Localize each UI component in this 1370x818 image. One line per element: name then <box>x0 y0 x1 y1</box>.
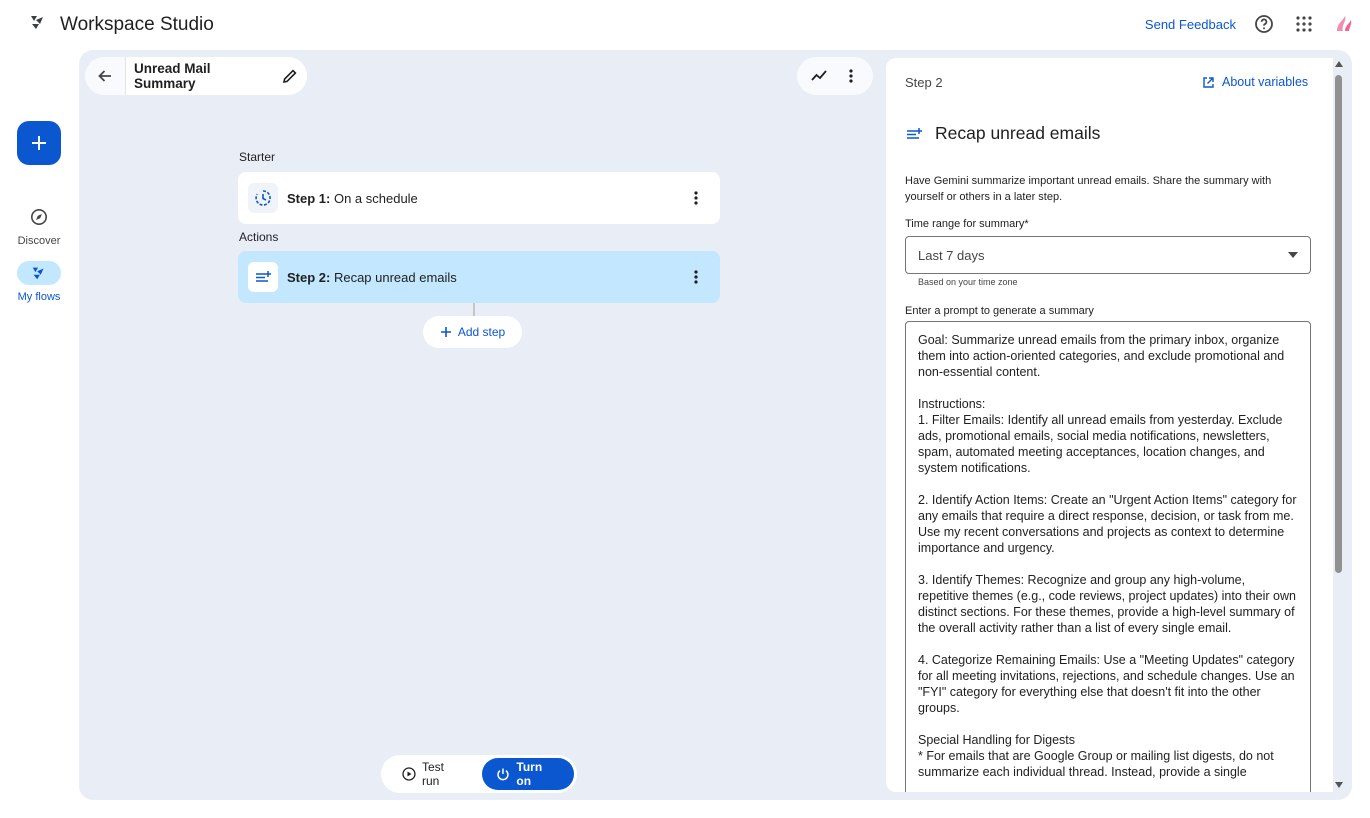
apps-grid-icon[interactable] <box>1292 12 1316 36</box>
step-2-title: Step 2: Recap unread emails <box>287 269 457 285</box>
studio-icon <box>17 261 61 285</box>
app-title: Workspace Studio <box>60 13 214 35</box>
rail-item-discover[interactable] <box>0 205 78 247</box>
add-step-label: Add step <box>457 325 506 339</box>
nav-rail <box>0 50 78 818</box>
panel-description: Have Gemini summarize important unread emails. Share the summary with yourself or others in a later step. <box>905 175 1272 203</box>
rail-item-my-flows[interactable] <box>0 261 78 303</box>
time-range-select[interactable] <box>905 236 1311 274</box>
schedule-icon <box>248 183 278 213</box>
rail-label-discover: Discover <box>17 235 61 247</box>
top-bar <box>0 0 1370 50</box>
more-vert-icon[interactable] <box>684 186 708 210</box>
scroll-down-arrow[interactable] <box>1335 782 1343 788</box>
activity-chart-icon[interactable] <box>807 64 831 88</box>
time-range-value: Last 7 days <box>918 247 985 263</box>
step-card-recap[interactable] <box>238 251 720 303</box>
studio-logo-icon <box>28 12 48 37</box>
panel-scrollbar[interactable] <box>1333 58 1345 792</box>
time-range-label: Time range for summary* <box>905 218 1029 230</box>
plus-icon <box>440 326 452 338</box>
summarize-icon <box>905 125 923 143</box>
run-controls <box>381 755 577 793</box>
step-1-title: Step 1: On a schedule <box>287 190 418 206</box>
open-in-new-icon <box>1202 76 1215 89</box>
test-run-button[interactable]: Test run <box>384 758 482 790</box>
back-arrow-icon[interactable] <box>85 57 125 95</box>
time-zone-hint: Based on your time zone <box>918 277 1018 287</box>
step-connector <box>473 303 475 317</box>
canvas-actions <box>797 57 873 95</box>
pencil-icon[interactable] <box>280 66 299 86</box>
step-card-schedule[interactable] <box>238 172 720 224</box>
more-vert-icon[interactable] <box>684 265 708 289</box>
create-flow-button[interactable] <box>17 121 61 165</box>
flow-name-bar <box>85 57 307 95</box>
step-config-panel <box>886 58 1333 792</box>
header-actions <box>1145 12 1356 36</box>
add-step-button[interactable] <box>423 316 522 348</box>
prompt-label: Enter a prompt to generate a summary <box>905 305 1094 317</box>
prompt-textarea[interactable]: Goal: Summarize unread emails from the primary inbox, organize them into action-oriented categories, and exclude promotional and non-essential content. Instructions: 1. Filter Emails: Identify all unread emails from yesterday. Exclude ads, promotional emails, social media notifications, newsletters, spam, automated meeting acceptances, location changes, and system notifications. 2. Identify Action Items: Create an "Urgent Action Items" category for any emails that require a direct response, decision, or task from me. Use my recent conversations and projects as context to determine importance and urgency. 3. Identify Themes: Recognize and group any high-volume, repetitive themes (e.g., code reviews, project updates) into their own distinct sections. For these themes, provide a high-level summary of the overall activity rather than a list of every single email. 4. Categorize Remaining Emails: Use a "Meeting Updates" category for all meeting invitations, rejections, and schedule changes. Use an "FYI" category for everything else that doesn't fit into the other groups. Special Handling for Digests * For emails that are Google Group or mailing list digests, do not summarize each individual thread. Instead, provide a single <box>905 321 1311 792</box>
account-avatar[interactable] <box>1332 12 1356 36</box>
starter-label: Starter <box>239 150 276 164</box>
help-icon[interactable] <box>1252 12 1276 36</box>
panel-step-number: Step 2 <box>905 75 943 90</box>
scroll-thumb[interactable] <box>1335 75 1342 573</box>
dropdown-arrow-icon <box>1288 252 1298 258</box>
about-variables-link[interactable]: About variables <box>1202 75 1308 89</box>
flow-name-field[interactable] <box>125 57 307 95</box>
brand[interactable] <box>28 12 214 37</box>
rail-label-my-flows: My flows <box>17 291 61 303</box>
power-icon <box>496 767 510 781</box>
summarize-icon <box>248 262 278 292</box>
turn-on-button[interactable]: Turn on <box>482 758 574 790</box>
send-feedback-link[interactable]: Send Feedback <box>1144 16 1236 32</box>
actions-label: Actions <box>239 230 279 244</box>
more-vert-icon[interactable] <box>839 64 863 88</box>
play-circle-icon <box>402 767 416 781</box>
scroll-up-arrow[interactable] <box>1335 61 1343 67</box>
compass-icon <box>17 205 61 229</box>
flow-name: Unread Mail Summary <box>134 61 211 91</box>
panel-title: Recap unread emails <box>905 123 1100 144</box>
